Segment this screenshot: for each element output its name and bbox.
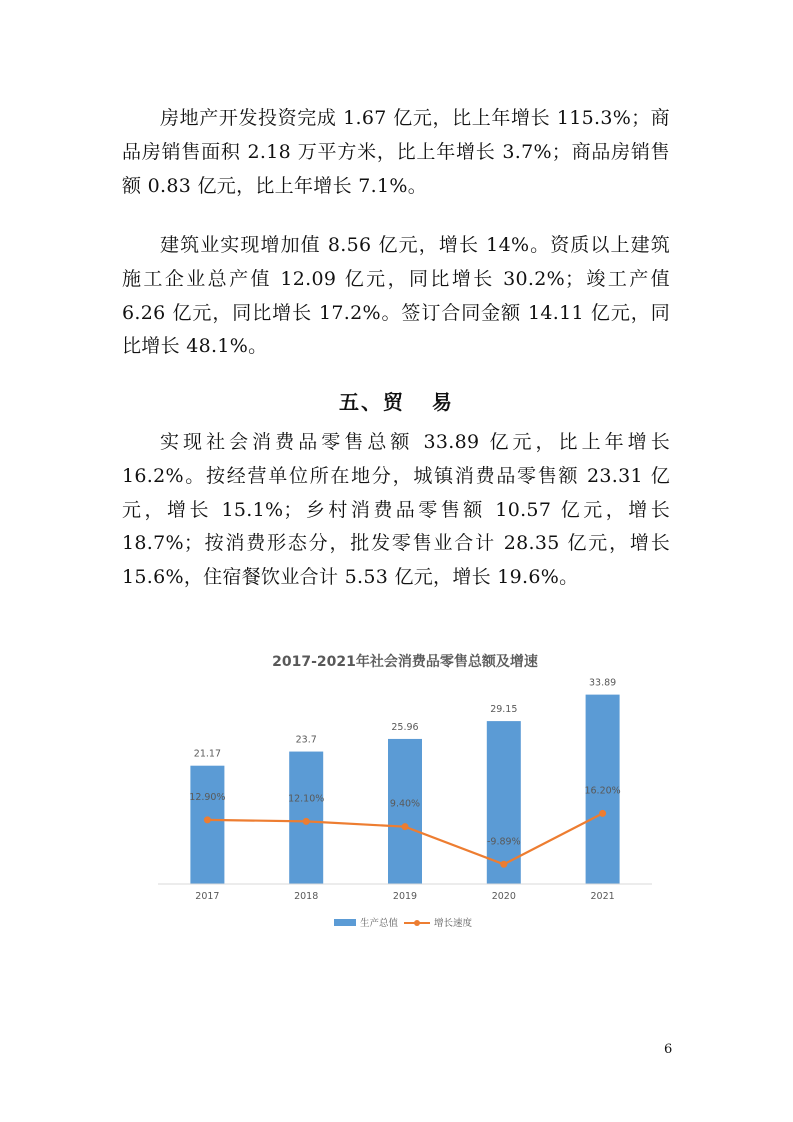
paragraph-trade (122, 426, 670, 595)
growth-value-label: 12.90% (189, 791, 226, 803)
paragraph-text: 房地产开发投资完成 1.67 亿元，比上年增长 115.3%；商品房销售面积 2.18 万平方米，比上年增长 3.7%；商品房销售额 0.83 亿元，比上年增长 7.1%。 (122, 107, 670, 197)
growth-point (402, 823, 409, 830)
paragraph-construction (122, 229, 670, 364)
paragraph-text: 建筑业实现增加值 8.56 亿元，增长 14%。资质以上建筑施工企业总产值 12.09 亿元，同比增长 30.2%；竣工产值 6.26 亿元，同比增长 17.2%。签订合同金额 14.11 亿元，同比增长 48.1%。 (122, 234, 670, 358)
growth-value-label: 9.40% (389, 798, 421, 810)
bar-value-label: 23.7 (295, 734, 317, 746)
bar-value-label: 25.96 (391, 721, 419, 733)
page-number: 6 (664, 1042, 673, 1057)
section-heading: 五、贸 易 (339, 390, 454, 414)
bar-2017 (190, 766, 224, 884)
growth-point (500, 861, 507, 868)
legend-marker (414, 920, 420, 926)
legend-swatch-bar (334, 919, 356, 926)
legend-label: 增长速度 (434, 918, 473, 929)
bar-2018 (289, 752, 323, 884)
paragraph-text: 实现社会消费品零售总额 33.89 亿元，比上年增长 16.2%。按经营单位所在地分，城镇消费品零售额 23.31 亿元，增长 15.1%；乡村消费品零售额 10.57 亿元，增长 18.7%；按消费形态分，批发零售业合计 28.35 亿元，增长 15.6%，住宿餐饮业合计 5.53 亿元，增长 19.6%。 (122, 431, 670, 589)
x-tick-label: 2019 (392, 891, 418, 902)
x-tick-label: 2018 (294, 891, 319, 902)
legend-label: 生产总值 (360, 918, 399, 929)
x-tick-label: 2020 (491, 891, 516, 902)
x-tick-label: 2021 (590, 891, 615, 902)
growth-value-label: 12.10% (288, 793, 325, 805)
bar-value-label: 21.17 (193, 748, 222, 760)
growth-point (303, 818, 310, 825)
growth-value-label: -9.89% (486, 836, 521, 848)
x-tick-label: 2017 (195, 891, 220, 902)
growth-point (599, 810, 606, 817)
bar-2019 (388, 739, 422, 884)
x-axis (158, 884, 652, 902)
chart-legend (334, 917, 473, 929)
retail-sales-chart (150, 640, 660, 940)
growth-value-label: 16.20% (584, 785, 621, 797)
chart-title: 2017-2021年社会消费品零售总额及增速 (272, 654, 538, 670)
bar-value-label: 33.89 (588, 677, 617, 689)
bars-layer (190, 678, 619, 884)
growth-point (204, 816, 211, 823)
paragraph-real-estate (122, 102, 670, 203)
bar-value-label: 29.15 (490, 704, 518, 716)
